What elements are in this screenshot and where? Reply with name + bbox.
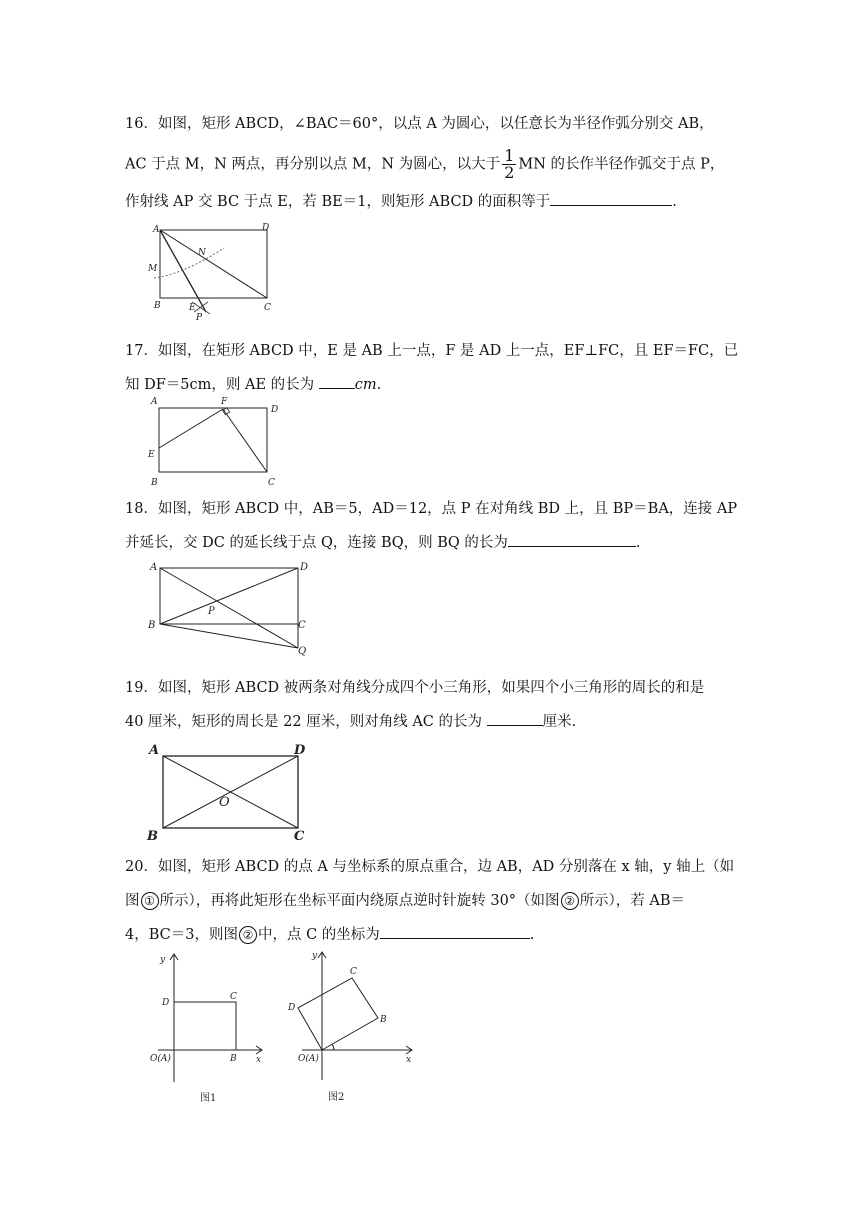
- rotated-rect-abcd: [298, 978, 378, 1050]
- label-q: Q: [298, 646, 307, 657]
- label-x: x: [256, 1055, 262, 1065]
- diagonal-ac: [160, 230, 267, 298]
- label-d: D: [288, 1003, 296, 1013]
- q19-line1: 19．如图，矩形 ABCD 被两条对角线分成四个小三角形，如果四个小三角形的周长的和是: [125, 680, 705, 696]
- q16-line1: 16．如图，矩形 ABCD，∠BAC＝60°，以点 A 为圆心，以任意长为半径作弧分别交 AB，: [125, 116, 714, 132]
- q17-line1: 17．如图，在矩形 ABCD 中，E 是 AB 上一点，F 是 AD 上一点，EF⊥FC，且 EF＝FC，已: [125, 343, 739, 359]
- label-origin: O(A): [150, 1054, 171, 1064]
- label-d: D: [300, 562, 309, 573]
- label-b: B: [147, 829, 158, 844]
- worksheet-page: 16．如图，矩形 ABCD，∠BAC＝60°，以点 A 为圆心，以任意长为半径作弧分别交 AB， AC 于点 M，N 两点，再分别以点 M，N 为圆心，以大于 $\frac{1}{2}$ MN 的长作半径作弧交于点 P， 作射线 AP 交 BC 于点 E，若 BE＝1，则矩形 ABCD 的面积等于 . A D N M B E C P 17．如图，在矩形 ABCD 中，E 是 AB 上一点，F 是 AD 上一点，EF⊥FC，且 EF＝FC，已 知 DF＝5cm，则 AE 的长为 cm. A F D E B C 18．如图，矩形 ABCD 中，AB＝5，AD＝12，点 P 在对角线 BD 上，且 BP＝BA，连接 AP 并延长，交 DC 的延长线于点 Q，连接 BQ，则 BQ 的长为 . A D P B C Q 19．如图，矩形 ABCD 被两条对角线分成四个小三角形，如果四个小三角形的周长的和是 40 厘米，矩形的周长是 22 厘米，则对角线 AC 的长为 厘米. A D O B C 20．如图，矩形 ABCD 的点 A 与坐标系的原点重合，边 AB，AD 分别落在 x 轴，y 轴上（如 图 ① 所示），再将此矩形在坐标平面内绕原点逆时针旋转 30°（如图 ② 所示），若 AB＝ 4，BC＝3，则图 ② 中，点 C 的坐标为 . y x D C O(A) B 图1 y x C D B O(A) 图2: [0, 0, 860, 1216]
- answer-blank-19[interactable]: [487, 712, 543, 726]
- label-a: A: [153, 225, 160, 235]
- figure-19: [146, 738, 316, 842]
- label-c: C: [294, 829, 305, 844]
- label-y: y: [160, 955, 166, 965]
- fraction-one-half: $\frac{1}{2}$: [504, 146, 515, 182]
- q20-line1: 20．如图，矩形 ABCD 的点 A 与坐标系的原点重合，边 AB，AD 分别落在 x 轴，y 轴上（如: [125, 859, 735, 875]
- label-n: N: [198, 248, 206, 258]
- label-c: C: [264, 303, 271, 313]
- segment-ef: [159, 409, 223, 448]
- label-x: x: [406, 1055, 412, 1065]
- segment-fc: [223, 409, 267, 472]
- label-o: O: [219, 795, 230, 810]
- answer-blank-20[interactable]: [380, 925, 530, 939]
- ray-ap: [160, 230, 206, 312]
- answer-blank-17[interactable]: [319, 375, 355, 389]
- label-d: D: [162, 998, 170, 1008]
- q18-line1: 18．如图，矩形 ABCD 中，AB＝5，AD＝12，点 P 在对角线 BD 上，且 BP＝BA，连接 AP: [125, 501, 738, 517]
- circled-two: ②: [239, 926, 257, 944]
- figure-16: [140, 222, 280, 322]
- label-d: D: [262, 223, 270, 233]
- label-c: C: [268, 478, 275, 488]
- label-b: B: [380, 1015, 387, 1025]
- figure-20-1: [150, 952, 280, 1102]
- label-f: F: [221, 397, 228, 407]
- label-m: M: [148, 264, 158, 274]
- label-b: B: [230, 1054, 237, 1064]
- caption-fig2: 图2: [328, 1092, 345, 1103]
- q17-line2a: 知 DF＝5cm，则 AE 的长为: [125, 377, 315, 393]
- label-a: A: [150, 562, 158, 573]
- label-origin: O(A): [298, 1054, 319, 1064]
- rect-abcd: [174, 1002, 236, 1050]
- label-c: C: [298, 620, 306, 631]
- q16-line2b: MN 的长作半径作弧交于点 P，: [518, 156, 725, 173]
- circled-one: ①: [141, 892, 159, 910]
- q19-line2a: 40 厘米，矩形的周长是 22 厘米，则对角线 AC 的长为: [125, 714, 483, 730]
- label-b: B: [154, 301, 161, 311]
- diagonal-bd: [160, 568, 298, 624]
- label-a: A: [149, 743, 160, 758]
- q16-line2a: AC 于点 M，N 两点，再分别以点 M，N 为圆心，以大于: [125, 156, 501, 173]
- figure-18: [146, 558, 316, 658]
- answer-blank-18[interactable]: [508, 533, 636, 547]
- arc-mn: [154, 248, 224, 278]
- figure-20-2: [282, 950, 422, 1103]
- q16-line3: 作射线 AP 交 BC 于点 E，若 BE＝1，则矩形 ABCD 的面积等于: [125, 194, 551, 210]
- label-c: C: [230, 992, 237, 1002]
- label-p: P: [196, 313, 203, 323]
- label-d: D: [271, 405, 279, 415]
- label-a: A: [151, 397, 158, 407]
- answer-blank-16[interactable]: [550, 192, 672, 206]
- label-d: D: [294, 743, 306, 758]
- rect-abcd: [159, 408, 267, 472]
- label-p: P: [208, 606, 215, 617]
- label-e: E: [189, 303, 196, 313]
- rotation-angle-mark: [332, 1044, 334, 1050]
- label-b: B: [151, 478, 158, 488]
- figure-17: [148, 396, 288, 488]
- label-e: E: [148, 450, 155, 460]
- label-b: B: [148, 620, 156, 631]
- q18-line2: 并延长，交 DC 的延长线于点 Q，连接 BQ，则 BQ 的长为: [125, 535, 508, 551]
- caption-fig1: 图1: [200, 1093, 217, 1104]
- label-y: y: [312, 951, 318, 961]
- circled-two: ②: [561, 892, 579, 910]
- label-c: C: [350, 967, 357, 977]
